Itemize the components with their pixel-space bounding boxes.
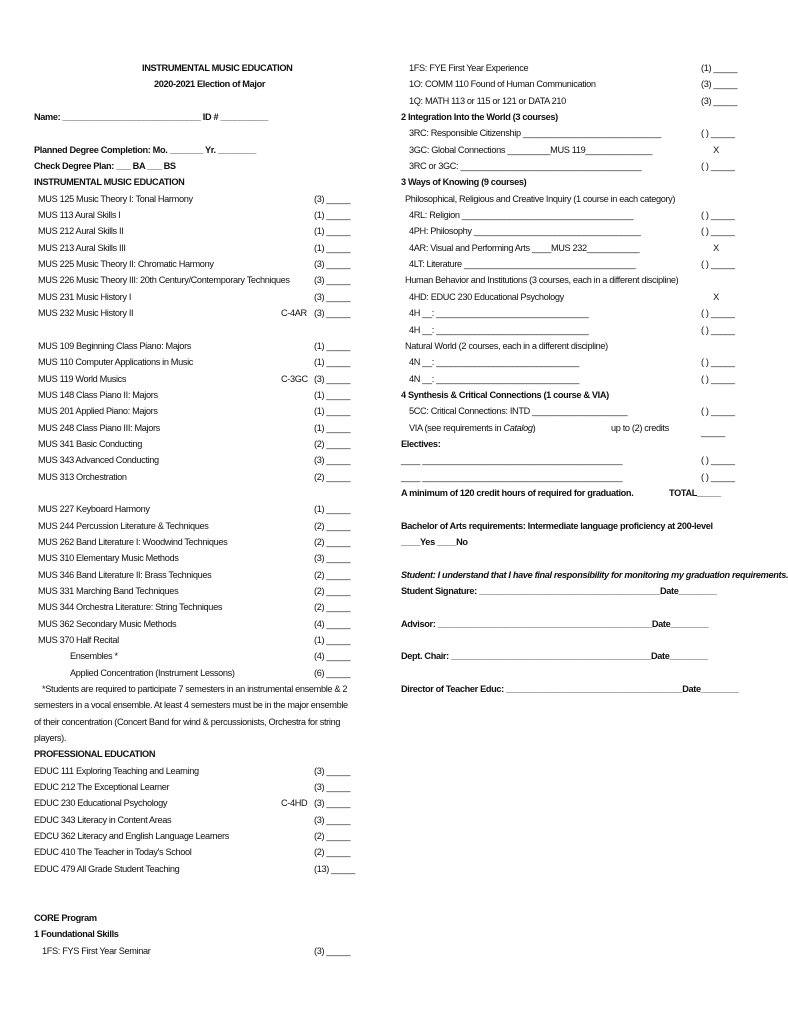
integration-heading: 2 Integration Into the World (3 courses): [401, 112, 558, 123]
course-name: 4LT: Literature ____________________________________: [409, 259, 636, 270]
credit-blank[interactable]: (2) _____: [314, 471, 351, 482]
table-row: [401, 256, 735, 272]
table-row: [34, 861, 354, 877]
human-behavior-subheading: Human Behavior and Institutions (3 courses, each in a different discipline): [405, 275, 679, 286]
credit-blank[interactable]: (3) _____: [314, 308, 351, 319]
credit-blank[interactable]: (4) _____: [314, 618, 351, 629]
foundational-skills-heading: 1 Foundational Skills: [34, 929, 119, 940]
course-name: MUS 226 Music Theory III: 20th Century/Contemporary Techniques: [38, 275, 290, 286]
table-row: [401, 322, 735, 338]
via-text-end: ): [532, 422, 536, 433]
table-row: [401, 223, 735, 239]
table-row: [34, 599, 354, 615]
credit-blank[interactable]: (2) _____: [314, 602, 351, 613]
table-row: [34, 469, 354, 485]
course-name: 3RC: Responsible Citizenship _____________________________: [409, 128, 661, 139]
table-row: [34, 779, 354, 795]
course-name: 1O: COMM 110 Found of Human Communication: [409, 79, 596, 90]
credit-blank[interactable]: (1) _____: [314, 340, 351, 351]
via-credit-note: up to (2) credits: [611, 422, 669, 433]
course-name: EDUC 479 All Grade Student Teaching: [34, 863, 180, 874]
table-row: [401, 289, 721, 305]
table-row: [34, 501, 354, 517]
table-row: [401, 76, 738, 92]
natural-world-rows: [401, 354, 735, 387]
section-heading: INSTRUMENTAL MUSIC EDUCATION: [34, 177, 185, 188]
table-row: [34, 354, 354, 370]
credit-blank[interactable]: ( ) _____: [701, 455, 735, 466]
course-name: EDUC 410 The Teacher in Today's School: [34, 847, 192, 858]
table-row: [34, 616, 354, 632]
via-blank[interactable]: _____: [701, 426, 725, 437]
credit-blank[interactable]: (2) _____: [314, 831, 351, 842]
course-name: 4H __: ________________________________: [409, 324, 589, 335]
table-row: [34, 436, 354, 452]
credit-blank[interactable]: (1) _____: [314, 242, 351, 253]
credit-blank[interactable]: (2) _____: [314, 536, 351, 547]
course-name: MUS 370 Half Recital: [38, 635, 119, 646]
credit-blank[interactable]: (3) _____: [314, 782, 351, 793]
credit-blank[interactable]: (3) _____: [314, 373, 351, 384]
name-id-line[interactable]: Name: _____________________________ ID # __________: [34, 112, 269, 123]
credit-blank[interactable]: (1) _____: [314, 504, 351, 515]
music-course-group-1: [34, 191, 354, 322]
course-name: MUS 341 Basic Conducting: [38, 438, 142, 449]
table-row: [34, 844, 354, 860]
course-name: ____ __________________________________________: [401, 455, 623, 466]
credit-blank[interactable]: ( ) _____: [701, 161, 735, 172]
elective-rows: [401, 452, 735, 485]
check-degree-plan[interactable]: Check Degree Plan: ___ BA ___ BS: [34, 161, 176, 172]
course-name: MUS 225 Music Theory II: Chromatic Harmony: [38, 259, 214, 270]
credit-blank[interactable]: (3) _____: [314, 765, 351, 776]
table-row: [34, 387, 354, 403]
course-name: EDUC 343 Literacy in Content Areas: [34, 814, 172, 825]
ensembles-row: Ensembles * (4) _____: [70, 651, 351, 662]
course-name: MUS 109 Beginning Class Piano: Majors: [38, 340, 192, 351]
critical-connections-row: 5CC: Critical Connections: INTD ____________________ ( ) _____: [409, 406, 735, 417]
course-name: MUS 344 Orchestra Literature: String Techniques: [38, 602, 223, 613]
credit-blank[interactable]: (2) _____: [314, 520, 351, 531]
course-name: MUS 262 Band Literature I: Woodwind Techniques: [38, 536, 228, 547]
credit-blank[interactable]: (3) _____: [314, 259, 351, 270]
credit-blank[interactable]: (3) _____: [701, 79, 738, 90]
music-course-group-3: [34, 501, 354, 648]
table-row: [34, 550, 354, 566]
course-name: 4H __: ________________________________: [409, 308, 589, 319]
credit-blank[interactable]: (2) _____: [314, 438, 351, 449]
ensemble-note: *Students are required to participate 7 semesters in an instrumental ensemble & 2 semesters in a vocal ensemble. At least 4 semesters must be in the major ensemble of their concentration (Concert Band for wind & percussionists, Orchestra for string players).: [34, 684, 348, 744]
table-row: [34, 763, 354, 779]
ba-yes-no[interactable]: ____Yes ____No: [401, 536, 468, 547]
advisor-signature-line[interactable]: Advisor: _____________________________________________Date________: [401, 618, 709, 629]
table-row: [34, 828, 354, 844]
table-row: [34, 567, 354, 583]
ways-of-knowing-heading: 3 Ways of Knowing (9 courses): [401, 177, 527, 188]
completed-mark[interactable]: X: [713, 144, 719, 155]
credit-blank[interactable]: (1) _____: [701, 63, 738, 73]
table-row: [401, 60, 738, 76]
course-name: 4HD: EDUC 230 Educational Psychology: [409, 291, 564, 302]
planned-completion-line[interactable]: Planned Degree Completion: Mo. _______ Yr. ________: [34, 144, 256, 155]
course-name: MUS 310 Elementary Music Methods: [38, 553, 179, 564]
course-name: 4N __: ______________________________: [409, 373, 579, 384]
course-name: MUS 113 Aural Skills I: [38, 210, 121, 221]
course-name: 4N __: ______________________________: [409, 357, 579, 368]
table-row: [34, 452, 354, 468]
table-row: [34, 583, 354, 599]
course-name: 1Q: MATH 113 or 115 or 121 or DATA 210: [409, 95, 566, 106]
professional-course-list: [34, 763, 354, 877]
credit-blank[interactable]: (3) _____: [314, 193, 351, 204]
course-name: EDUC 111 Exploring Teaching and Learning: [34, 765, 199, 776]
table-row: [34, 272, 354, 288]
credit-blank[interactable]: (3) _____: [314, 291, 351, 302]
via-row: [401, 420, 725, 437]
credit-blank[interactable]: ( ) _____: [701, 210, 735, 221]
credit-blank[interactable]: ( ) _____: [701, 373, 735, 384]
table-row: [401, 125, 735, 141]
course-name: MUS 331 Marching Band Techniques: [38, 586, 179, 596]
course-name: 3RC or 3GC: ______________________________________: [409, 161, 642, 172]
credit-blank[interactable]: ( ) _____: [701, 357, 735, 368]
credit-blank[interactable]: (1) _____: [314, 406, 351, 417]
credit-blank[interactable]: ( ) _____: [701, 324, 735, 335]
credit-blank[interactable]: (1) _____: [314, 389, 351, 400]
course-name: 4AR: Visual and Performing Arts ____MUS 232___________: [409, 242, 640, 253]
director-signature-line[interactable]: Director of Teacher Educ: _____________________________________Date________: [401, 684, 739, 695]
fys-seminar-row: 1FS: FYS First Year Seminar (3) _____: [42, 945, 351, 956]
core-code: C-4HD: [281, 798, 308, 809]
credit-blank[interactable]: ( ) _____: [701, 226, 735, 237]
core-program-heading: CORE Program: [34, 912, 97, 923]
table-row: [401, 142, 721, 158]
table-row: [34, 240, 354, 256]
table-row: [34, 420, 354, 436]
course-name: EDUC 230 Educational Psychology: [34, 798, 168, 809]
table-row: [34, 289, 354, 305]
table-row: [34, 305, 354, 321]
credit-blank[interactable]: (3) _____: [314, 814, 351, 825]
credit-blank[interactable]: (3) _____: [314, 798, 351, 809]
table-row: [401, 305, 735, 321]
philosophical-rows: [401, 207, 735, 272]
course-name: 4PH: Philosophy ___________________________________: [409, 226, 641, 237]
credit-blank[interactable]: (3) _____: [314, 455, 351, 466]
course-name: MUS 232 Music History II: [38, 308, 134, 319]
catalog-text: Catalog: [503, 422, 533, 433]
table-row: [34, 632, 354, 648]
credit-blank[interactable]: (1) _____: [314, 422, 351, 433]
dept-chair-signature-line[interactable]: Dept. Chair: __________________________________________Date________: [401, 651, 708, 662]
credit-blank[interactable]: (3) _____: [701, 95, 738, 106]
credit-blank[interactable]: ( ) _____: [701, 259, 735, 270]
form-title: INSTRUMENTAL MUSIC EDUCATION: [142, 63, 293, 73]
course-name: MUS 362 Secondary Music Methods: [38, 618, 177, 629]
course-name: EDUC 212 The Exceptional Learner: [34, 782, 170, 793]
course-name: MUS 248 Class Piano III: Majors: [38, 422, 160, 433]
table-row: [401, 158, 735, 174]
credit-blank[interactable]: (2) _____: [314, 569, 351, 580]
completed-mark[interactable]: X: [713, 242, 719, 253]
course-name: MUS 201 Applied Piano: Majors: [38, 406, 158, 417]
table-row: [401, 207, 735, 223]
course-name: MUS 227 Keyboard Harmony: [38, 504, 150, 515]
credit-blank[interactable]: (1) _____: [314, 226, 351, 237]
course-name: MUS 125 Music Theory I: Tonal Harmony: [38, 193, 193, 204]
course-name: MUS 110 Computer Applications in Music: [38, 357, 194, 368]
credit-blank[interactable]: (1) _____: [314, 357, 351, 368]
natural-world-subheading: Natural World (2 courses, each in a different discipline): [405, 340, 608, 351]
integration-rows: [401, 125, 735, 174]
table-row: [34, 371, 354, 387]
course-name: MUS 231 Music History I: [38, 291, 132, 302]
credit-blank[interactable]: (1) _____: [314, 635, 351, 646]
total-field[interactable]: TOTAL_____: [669, 487, 721, 498]
right-column: [401, 60, 788, 697]
table-row: [401, 354, 735, 370]
table-row: [34, 518, 354, 534]
completed-mark[interactable]: X: [713, 291, 719, 302]
table-row: [34, 191, 354, 207]
credit-blank[interactable]: ( ) _____: [701, 308, 735, 319]
course-name: ____ __________________________________________: [401, 471, 623, 482]
credit-blank[interactable]: (1) _____: [314, 210, 351, 221]
table-row: [401, 240, 721, 256]
table-row: [34, 223, 354, 239]
table-row: [34, 207, 354, 223]
music-course-group-2: [34, 338, 354, 485]
credit-blank[interactable]: (3) _____: [314, 553, 351, 564]
table-row: [34, 403, 354, 419]
left-column: [34, 60, 354, 959]
course-name: MUS 313 Orchestration: [38, 471, 127, 482]
course-name: MUS 213 Aural Skills III: [38, 242, 126, 253]
course-name: 3GC: Global Connections _________MUS 119______________: [409, 144, 652, 155]
course-name: MUS 244 Percussion Literature & Techniques: [38, 520, 209, 531]
course-name: MUS 212 Aural Skills II: [38, 226, 124, 237]
course-name: MUS 119 World Musics: [38, 373, 127, 384]
student-signature-line[interactable]: Student Signature: ______________________________________Date________: [401, 586, 717, 596]
professional-education-heading: PROFESSIONAL EDUCATION: [34, 749, 156, 760]
credit-blank[interactable]: (2) _____: [314, 847, 351, 858]
course-name: EDCU 362 Literacy and English Language Learners: [34, 831, 229, 842]
credit-blank[interactable]: (3) _____: [314, 275, 351, 286]
course-name: 4RL: Religion ____________________________________: [409, 210, 634, 221]
ba-requirements: Bachelor of Arts requirements: Intermediate language proficiency at 200-level: [401, 520, 713, 531]
electives-heading: Electives:: [401, 438, 441, 449]
table-row: [34, 338, 354, 354]
student-statement: Student: I understand that I have final responsibility for monitoring my graduation requirements.: [401, 569, 788, 580]
human-behavior-rows: [401, 289, 735, 338]
applied-row: Applied Concentration (Instrument Lessons) (6) _____: [70, 667, 351, 678]
foundational-rows: [401, 60, 738, 109]
philosophical-subheading: Philosophical, Religious and Creative Inquiry (1 course in each category): [405, 193, 676, 204]
minimum-credit-row: A minimum of 120 credit hours of required for graduation. TOTAL_____: [401, 485, 721, 501]
table-row: [34, 795, 354, 811]
core-code: C-4AR: [281, 308, 307, 319]
table-row: [401, 469, 735, 485]
core-code: C-3GC: [281, 373, 308, 384]
synthesis-heading: 4 Synthesis & Critical Connections (1 course & VIA): [401, 389, 609, 400]
table-row: [34, 534, 354, 550]
form-subtitle: 2020-2021 Election of Major: [154, 79, 266, 90]
course-name: MUS 346 Band Literature II: Brass Techniques: [38, 569, 212, 580]
course-name: MUS 148 Class Piano II: Majors: [38, 389, 158, 400]
table-row: [401, 93, 738, 109]
credit-blank[interactable]: (13) _____: [314, 863, 355, 874]
table-row: [34, 812, 354, 828]
course-name: MUS 343 Advanced Conducting: [38, 455, 159, 466]
table-row: [401, 371, 735, 387]
credit-blank[interactable]: ( ) _____: [701, 471, 735, 482]
table-row: [34, 256, 354, 272]
credit-blank[interactable]: ( ) _____: [701, 128, 735, 139]
credit-blank[interactable]: (2) _____: [314, 586, 351, 596]
table-row: [401, 452, 735, 468]
course-name: 1FS: FYE First Year Experience: [409, 63, 529, 73]
via-text: VIA (see requirements in: [409, 422, 504, 433]
